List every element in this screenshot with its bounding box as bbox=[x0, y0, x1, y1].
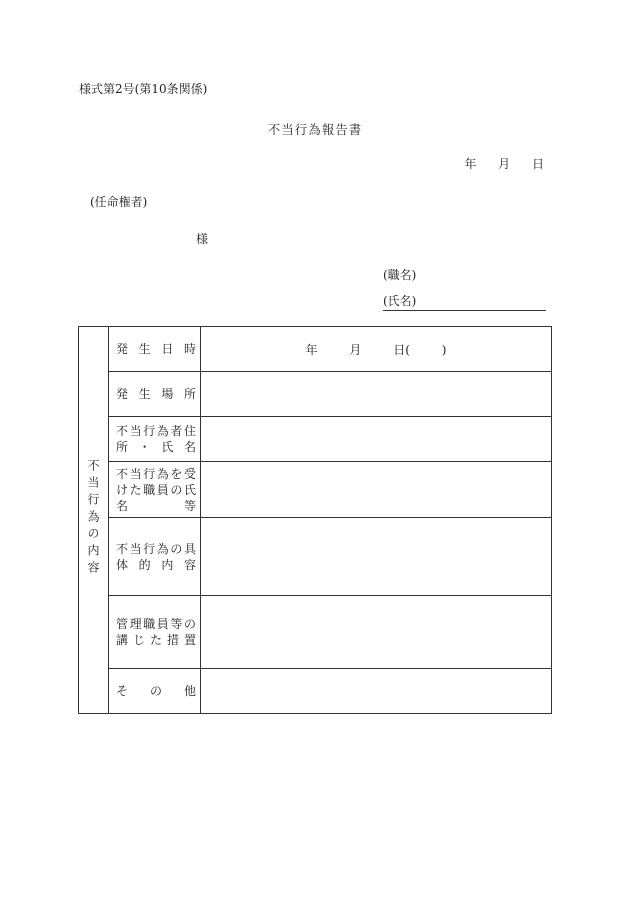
offender-value[interactable] bbox=[201, 417, 552, 462]
honorific-sama: 様 bbox=[196, 232, 209, 246]
table-row bbox=[79, 669, 552, 714]
label-line: 所 ・ 氏 名 bbox=[116, 440, 196, 454]
table-row bbox=[79, 327, 552, 372]
row-label-datetime bbox=[109, 327, 201, 372]
other-value[interactable] bbox=[201, 669, 552, 714]
label-line: 体 的 内 容 bbox=[116, 557, 196, 572]
report-table bbox=[78, 326, 552, 714]
appointing-authority: (任命権者) bbox=[90, 195, 148, 209]
reporter-name-label: (氏名) bbox=[383, 294, 417, 308]
table-row bbox=[79, 417, 552, 462]
category-label: 不当行為の内容 bbox=[86, 459, 100, 578]
label-line: 不当行為者住 bbox=[116, 424, 196, 438]
row-label-victim bbox=[109, 462, 201, 518]
label-line: 発 生 日 時 bbox=[116, 342, 196, 356]
label-line: 発 生 場 所 bbox=[116, 387, 196, 401]
label-line: 不当行為の具 bbox=[116, 541, 196, 556]
label-line: 講 じ た 措 置 bbox=[116, 633, 196, 647]
label-line: そ の 他 bbox=[116, 684, 196, 698]
row-label-details bbox=[109, 518, 201, 596]
datetime-value[interactable]: 年 月 日( ) bbox=[201, 327, 552, 372]
place-value[interactable] bbox=[201, 372, 552, 417]
reporter-post-label: (職名) bbox=[383, 268, 417, 282]
label-line: 管理職員等の bbox=[116, 617, 196, 631]
table-row bbox=[79, 596, 552, 669]
category-cell bbox=[79, 327, 109, 714]
details-value[interactable] bbox=[201, 518, 552, 596]
label-line: 不当行為を受 bbox=[116, 466, 196, 481]
table-row bbox=[79, 372, 552, 417]
table-row bbox=[79, 462, 552, 518]
form-number: 様式第2号(第10条関係) bbox=[79, 82, 208, 96]
row-label-offender bbox=[109, 417, 201, 462]
measures-value[interactable] bbox=[201, 596, 552, 669]
reporter-name-line bbox=[383, 292, 546, 311]
row-label-other bbox=[109, 669, 201, 714]
row-label-measures bbox=[109, 596, 201, 669]
victim-value[interactable] bbox=[201, 462, 552, 518]
report-date-line: 年 月 日 bbox=[464, 157, 544, 171]
document-title: 不当行為報告書 bbox=[267, 122, 363, 137]
row-label-place bbox=[109, 372, 201, 417]
table-row bbox=[79, 518, 552, 596]
label-line: 名 等 bbox=[116, 498, 196, 513]
label-line: けた職員の氏 bbox=[116, 482, 196, 497]
